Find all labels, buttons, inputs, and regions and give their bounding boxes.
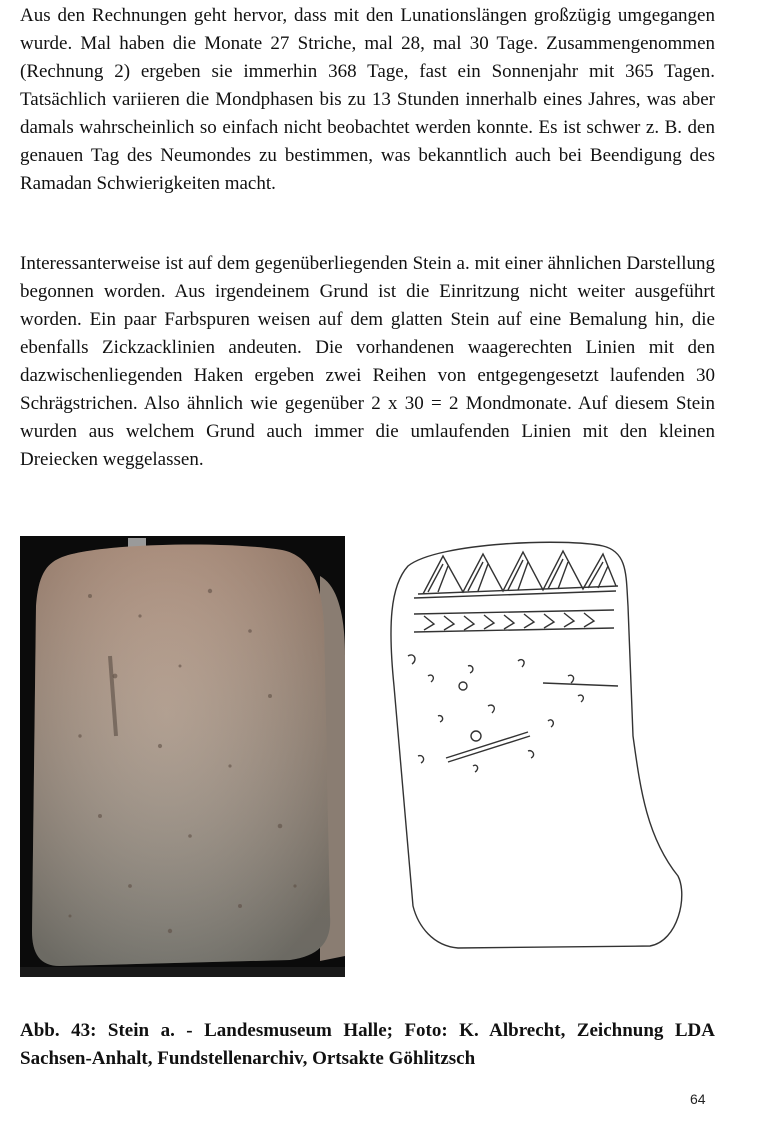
stone-drawing-image [378,536,708,966]
stone-photograph [20,536,345,977]
stone-line-drawing [378,536,708,966]
figure-caption: Abb. 43: Stein a. - Landesmuseum Halle; Foto: K. Albrecht, Zeichnung LDA Sachsen-Anhalt, Fundstellenarchiv, Ortsakte Göhlitzsch [20,1020,715,1069]
stone-photo-image [20,536,345,977]
body-paragraph-1: Aus den Rechnungen geht hervor, dass mit den Lunationslängen großzügig umgegangen wurde. Mal haben die Monate 27 Striche, mal 28, mal 30 Tage. Zusammengenommen (Rechnung 2) ergeben sie immerhin 368 Tage, fast ein Sonnenjahr mit 365 Tagen. Tatsächlich variieren die Mondphasen bis zu 13 Stunden innerhalb eines Jahres, was aber damals wahrscheinlich so einfach nicht beobachtet werden konnte. Es ist schwer z. B. den genauen Tag des Neumondes zu bestimmen, was bekanntlich auch bei Beendigung des Ramadan Schwierigkeiten macht. [20,5,715,194]
page-number: 64 [690,1091,706,1107]
body-paragraph-2: Interessanterweise ist auf dem gegenüberliegenden Stein a. mit einer ähnlichen Darstellung begonnen worden. Aus irgendeinem Grund ist die Einritzung nicht weiter ausgeführt worden. Ein paar Farbspuren weisen auf dem glatten Stein auf eine Bemalung hin, die ebenfalls Zickzacklinien andeuten. Die vorhandenen waagerechten Linien mit den dazwischenliegenden Haken ergeben zwei Reihen von entgegengesetzt laufenden 30 Schrägstrichen. Also ähnlich wie gegenüber 2 x 30 = 2 Mondmonate. Auf diesem Stein wurden aus welchem Grund auch immer die umlaufenden Linien mit den kleinen Dreiecken weggelassen. [20,253,715,470]
